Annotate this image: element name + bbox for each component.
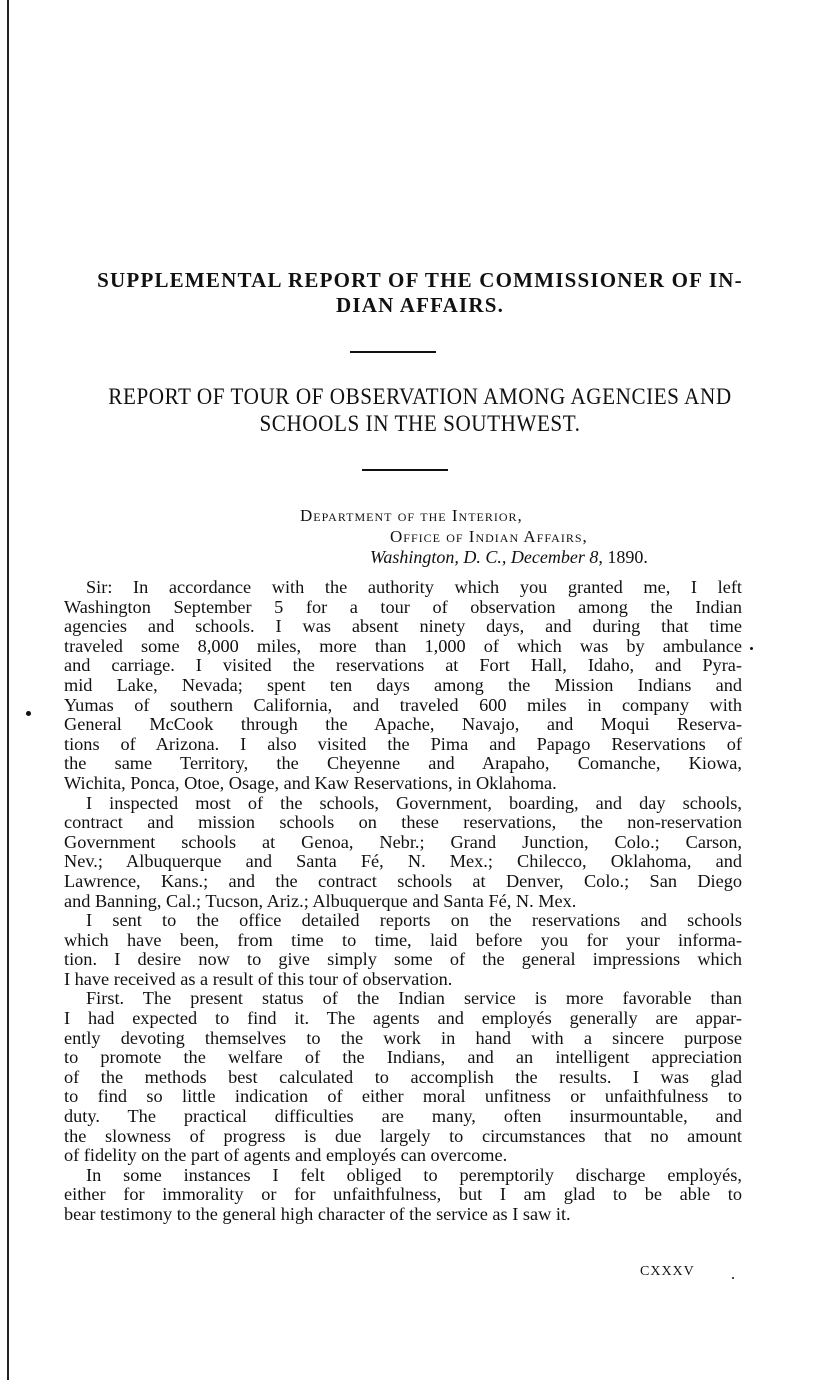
paragraph-line: General McCook through the Apache, Navajo, and Moqui Reserva- (64, 715, 742, 735)
report-title-line-2: DIAN AFFAIRS. (335, 293, 505, 317)
letter-header (300, 505, 760, 568)
header-dateline (300, 547, 760, 568)
report-subtitle (70, 383, 769, 437)
paragraph-line: First. The present status of the Indian service is more favorable than (86, 989, 742, 1009)
paragraph-line: ently devoting themselves to the work in hand with a sincere purpose (64, 1028, 742, 1048)
letter-body (64, 578, 742, 1225)
paragraph-line: the slowness of progress is due largely to circumstances that no amount (64, 1126, 742, 1146)
margin-mark (732, 1277, 734, 1279)
letter-paragraph (64, 911, 742, 989)
paragraph-line: mid Lake, Nevada; spent ten days among the Mission Indians and (64, 675, 742, 695)
page-folio: CXXXV (640, 1264, 695, 1279)
report-subtitle-line-2: SCHOOLS IN THE SOUTHWEST. (259, 411, 581, 436)
paragraph-line: I had expected to find it. The agents and employés generally are appar- (64, 1009, 742, 1029)
paragraph-line: Sir: In accordance with the authority which you granted me, I left (86, 578, 742, 597)
letter-paragraph (64, 989, 742, 1165)
title-divider-rule (350, 351, 436, 353)
letter-paragraph (64, 794, 742, 912)
margin-mark (750, 647, 753, 650)
letter-paragraph (64, 578, 742, 794)
paragraph-line: I sent to the office detailed reports on the reservations and schools (86, 911, 742, 931)
paragraph-line: Wichita, Ponca, Otoe, Osage, and Kaw Reservations, in Oklahoma. (64, 773, 557, 793)
paragraph-line: contract and mission schools on these reservations, the non-reservation (64, 813, 742, 833)
paragraph-line: of fidelity on the part of agents and employés can overcome. (64, 1146, 508, 1166)
header-place: Washington, D. C., (370, 547, 507, 567)
paragraph-line: Nev.; Albuquerque and Santa Fé, N. Mex.; Chilecco, Oklahoma, and (64, 852, 742, 872)
header-office: Office of Indian Affairs, (390, 527, 588, 546)
paragraph-line: agencies and schools. I was absent ninety days, and during that time (64, 617, 742, 637)
paragraph-line: either for immorality or for unfaithfulness, but I am glad to be able to (64, 1185, 742, 1205)
paragraph-line: of the methods best calculated to accomplish the results. I was glad (64, 1067, 742, 1087)
header-department: Department of the Interior, (300, 506, 523, 525)
paragraph-line: Lawrence, Kans.; and the contract schools at Denver, Colo.; San Diego (64, 871, 742, 891)
paragraph-line: tion. I desire now to give simply some of the general impressions which (64, 950, 742, 970)
header-date-month-day: December 8, (510, 547, 603, 567)
paragraph-line: and Banning, Cal.; Tucson, Ariz.; Albuquerque and Santa Fé, N. Mex. (64, 891, 577, 911)
paragraph-line: Washington September 5 for a tour of observation among the Indian (64, 597, 742, 617)
page-edge-line (7, 0, 9, 1380)
report-title-line-1: SUPPLEMENTAL REPORT OF THE COMMISSIONER OF IN- (97, 268, 743, 292)
header-date-year: 1890. (607, 547, 648, 567)
paragraph-line: traveled some 8,000 miles, more than 1,000 of which was by ambulance (64, 636, 742, 656)
subtitle-divider-rule (362, 469, 448, 471)
margin-mark (26, 711, 31, 716)
paragraph-line: to promote the welfare of the Indians, and an intelligent appreciation (64, 1048, 742, 1068)
paragraph-line: which have been, from time to time, laid before you for your informa- (64, 930, 742, 950)
paragraph-line: Government schools at Genoa, Nebr.; Grand Junction, Colo.; Carson, (64, 832, 742, 852)
report-title (40, 268, 800, 318)
paragraph-line: bear testimony to the general high character of the service as I saw it. (64, 1205, 571, 1224)
letter-paragraph (64, 1166, 742, 1225)
paragraph-line: tions of Arizona. I also visited the Pima and Papago Reservations of (64, 734, 742, 754)
paragraph-line: duty. The practical difficulties are many, often insurmountable, and (64, 1107, 742, 1127)
paragraph-line: In some instances I felt obliged to peremptorily discharge employés, (86, 1165, 742, 1185)
paragraph-line: I have received as a result of this tour of observation. (64, 969, 453, 989)
report-subtitle-line-1: REPORT OF TOUR OF OBSERVATION AMONG AGENCIES AND (108, 384, 732, 409)
paragraph-line: the same Territory, the Cheyenne and Arapaho, Comanche, Kiowa, (64, 754, 742, 774)
paragraph-line: I inspected most of the schools, Government, boarding, and day schools, (86, 793, 742, 813)
paragraph-line: to find so little indication of either moral unfitness or unfaithfulness to (64, 1087, 742, 1107)
paragraph-line: and carriage. I visited the reservations at Fort Hall, Idaho, and Pyra- (64, 656, 742, 676)
paragraph-line: Yumas of southern California, and traveled 600 miles in company with (64, 695, 742, 715)
